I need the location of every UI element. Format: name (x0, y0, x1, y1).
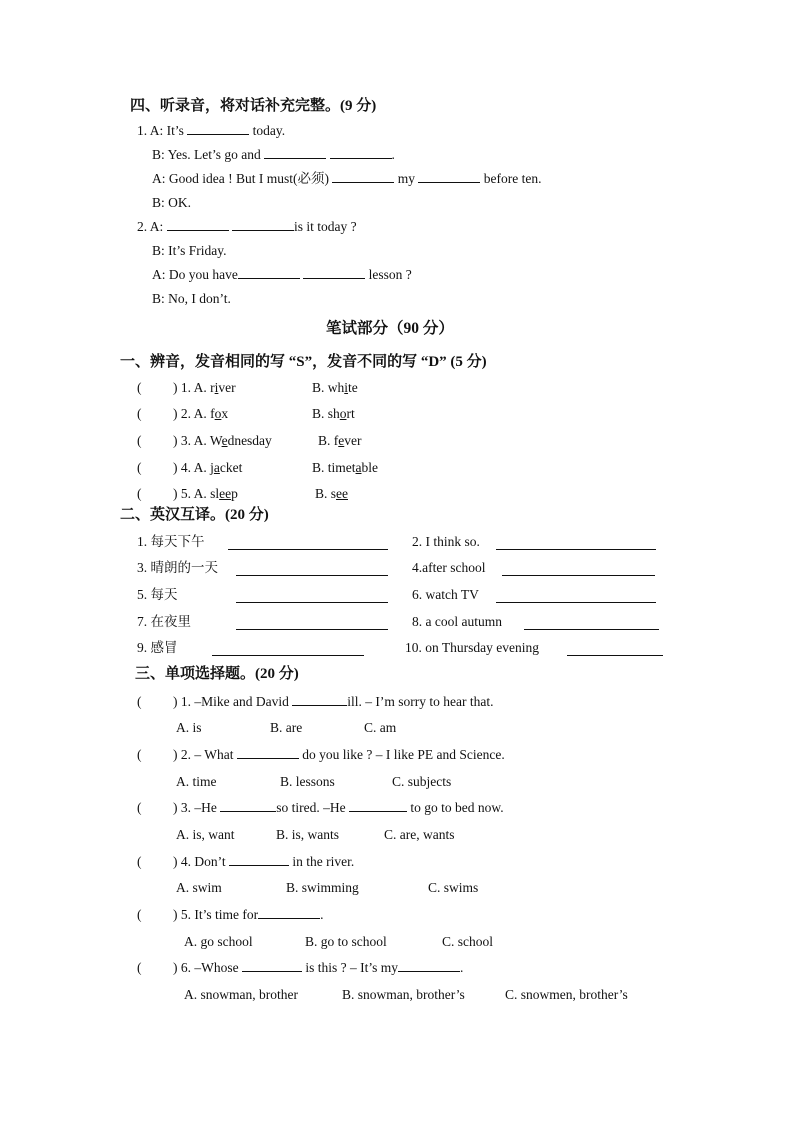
text: my (397, 171, 415, 186)
s3-q1-opt-c[interactable]: C. am (364, 720, 397, 735)
s3-q2-opt-b[interactable]: B. lessons (280, 774, 335, 789)
text: A: Good idea ! But I must(必须) (152, 171, 329, 186)
text: is it today ? (294, 219, 357, 234)
answer-paren[interactable]: ( (137, 433, 142, 448)
s2-right-10: 10. on Thursday evening (405, 640, 539, 655)
answer-line[interactable] (567, 643, 663, 656)
s2-left-3: 3. 晴朗的一天 (137, 560, 218, 575)
answer-paren[interactable]: ( (137, 460, 142, 475)
text: A: Do you have (152, 267, 238, 282)
s1-item-3: ( ) 3. A. Wednesday (137, 433, 272, 448)
s3-q5: ( ) 5. It’s time for . (137, 907, 324, 922)
answer-line[interactable] (212, 643, 364, 656)
answer-paren[interactable]: ( (137, 854, 142, 869)
s3-q6-opt-c[interactable]: C. snowmen, brother’s (505, 987, 628, 1002)
answer-paren[interactable]: ( (137, 747, 142, 762)
s4-d2-line1 (137, 218, 357, 236)
text: B: Yes. Let’s go and (152, 147, 261, 162)
s3-q3-opt-c[interactable]: C. are, wants (384, 827, 455, 842)
s3-q6-opt-a[interactable]: A. snowman, brother (184, 987, 298, 1002)
s2-left-5: 5. 每天 (137, 587, 178, 602)
s2-right-8: 8. a cool autumn (412, 614, 502, 629)
s1-item-3-b: B. fever (318, 433, 362, 448)
s3-q1: ( ) 1. –Mike and David ill. – I’m sorry to hear that. (137, 694, 494, 709)
s3-q1-opt-b[interactable]: B. are (270, 720, 303, 735)
s1-item-1-b: B. white (312, 380, 358, 395)
answer-blank[interactable] (258, 906, 320, 919)
answer-line[interactable] (236, 617, 388, 630)
answer-blank[interactable] (229, 853, 289, 866)
answer-blank[interactable] (238, 266, 300, 279)
s3-q6-opt-b[interactable]: B. snowman, brother’s (342, 987, 465, 1002)
answer-blank[interactable] (187, 122, 249, 135)
answer-paren[interactable]: ( (137, 694, 142, 709)
answer-blank[interactable] (220, 799, 276, 812)
answer-paren[interactable]: ( (137, 960, 142, 975)
answer-paren[interactable]: ( (137, 907, 142, 922)
answer-blank[interactable] (330, 146, 392, 159)
s3-q3-opt-a[interactable]: A. is, want (176, 827, 235, 842)
s3-q3-opt-b[interactable]: B. is, wants (276, 827, 340, 842)
s1-item-2-b: B. short (312, 406, 355, 421)
s4-d2-line3 (152, 266, 412, 284)
written-part-title: 笔试部分（90 分） (326, 320, 454, 337)
answer-paren[interactable]: ( (137, 406, 142, 421)
s4-d1-line1 (137, 122, 285, 140)
s2-right-2: 2. I think so. (412, 534, 480, 549)
section2-title: 二、英汉互译。(20 分) (120, 507, 269, 523)
text: 2. A: (137, 219, 164, 234)
answer-line[interactable] (502, 563, 655, 576)
s3-q1-opt-a[interactable]: A. is (176, 720, 202, 735)
s2-left-1: 1. 每天下午 (137, 534, 205, 549)
answer-blank[interactable] (332, 170, 394, 183)
answer-line[interactable] (228, 537, 388, 550)
answer-blank[interactable] (264, 146, 326, 159)
section4-title: 四、听录音，将对话补充完整。(9 分) (130, 98, 377, 114)
answer-blank[interactable] (349, 799, 407, 812)
section3-title: 三、单项选择题。(20 分) (135, 666, 299, 682)
answer-paren[interactable]: ( (137, 800, 142, 815)
s4-d2-line2: B: It’s Friday. (152, 243, 227, 258)
text: today. (252, 123, 286, 138)
answer-blank[interactable] (232, 218, 294, 231)
s1-item-5-b: B. see (315, 486, 348, 501)
answer-paren[interactable]: ( (137, 380, 142, 395)
s4-d2-line4: B: No, I don’t. (152, 291, 231, 306)
answer-blank[interactable] (292, 693, 347, 706)
s4-d1-line4: B: OK. (152, 195, 192, 210)
s2-right-6: 6. watch TV (412, 587, 479, 602)
s3-q3: ( ) 3. –He so tired. –He to go to bed now. (137, 800, 504, 815)
answer-paren[interactable]: ( (137, 486, 142, 501)
s4-d1-line2: B: Yes. Let’s go and . (152, 147, 395, 162)
s3-q5-opt-b[interactable]: B. go to school (305, 934, 387, 949)
s4-d1-line3 (152, 170, 541, 188)
text: lesson ? (368, 267, 412, 282)
answer-line[interactable] (236, 590, 388, 603)
s3-q4: ( ) 4. Don’t in the river. (137, 854, 355, 869)
s1-item-1: ( ) 1. A. river (137, 380, 236, 395)
answer-line[interactable] (496, 590, 656, 603)
s1-item-5: ( ) 5. A. sleep (137, 486, 238, 501)
s3-q2-opt-a[interactable]: A. time (176, 774, 217, 789)
s3-q5-opt-a[interactable]: A. go school (184, 934, 253, 949)
s2-left-9: 9. 感冒 (137, 640, 178, 655)
s3-q4-opt-b[interactable]: B. swimming (286, 880, 359, 895)
text: before ten. (483, 171, 542, 186)
answer-blank[interactable] (418, 170, 480, 183)
s1-item-4-b: B. timetable (312, 460, 378, 475)
text: 1. A: It’s (137, 123, 184, 138)
s3-q6: ( ) 6. –Whose is this ? – It’s my . (137, 960, 464, 975)
s3-q4-opt-c[interactable]: C. swims (428, 880, 479, 895)
s3-q2: ( ) 2. – What do you like ? – I like PE and Science. (137, 747, 505, 762)
s1-item-2: ( ) 2. A. fox (137, 406, 229, 421)
s3-q4-opt-a[interactable]: A. swim (176, 880, 222, 895)
s2-right-4: 4.after school (412, 560, 486, 575)
answer-blank[interactable] (303, 266, 365, 279)
answer-line[interactable] (236, 563, 388, 576)
s1-item-4: ( ) 4. A. jacket (137, 460, 243, 475)
answer-blank[interactable] (398, 959, 460, 972)
answer-line[interactable] (524, 617, 659, 630)
s3-q2-opt-c[interactable]: C. subjects (392, 774, 452, 789)
section1-title: 一、辨音，发音相同的写 “S”，发音不同的写 “D” (5 分) (120, 354, 487, 370)
answer-blank[interactable] (242, 959, 302, 972)
answer-blank[interactable] (167, 218, 229, 231)
s3-q5-opt-c[interactable]: C. school (442, 934, 494, 949)
answer-line[interactable] (496, 537, 656, 550)
s2-left-7: 7. 在夜里 (137, 614, 191, 629)
answer-blank[interactable] (237, 746, 299, 759)
